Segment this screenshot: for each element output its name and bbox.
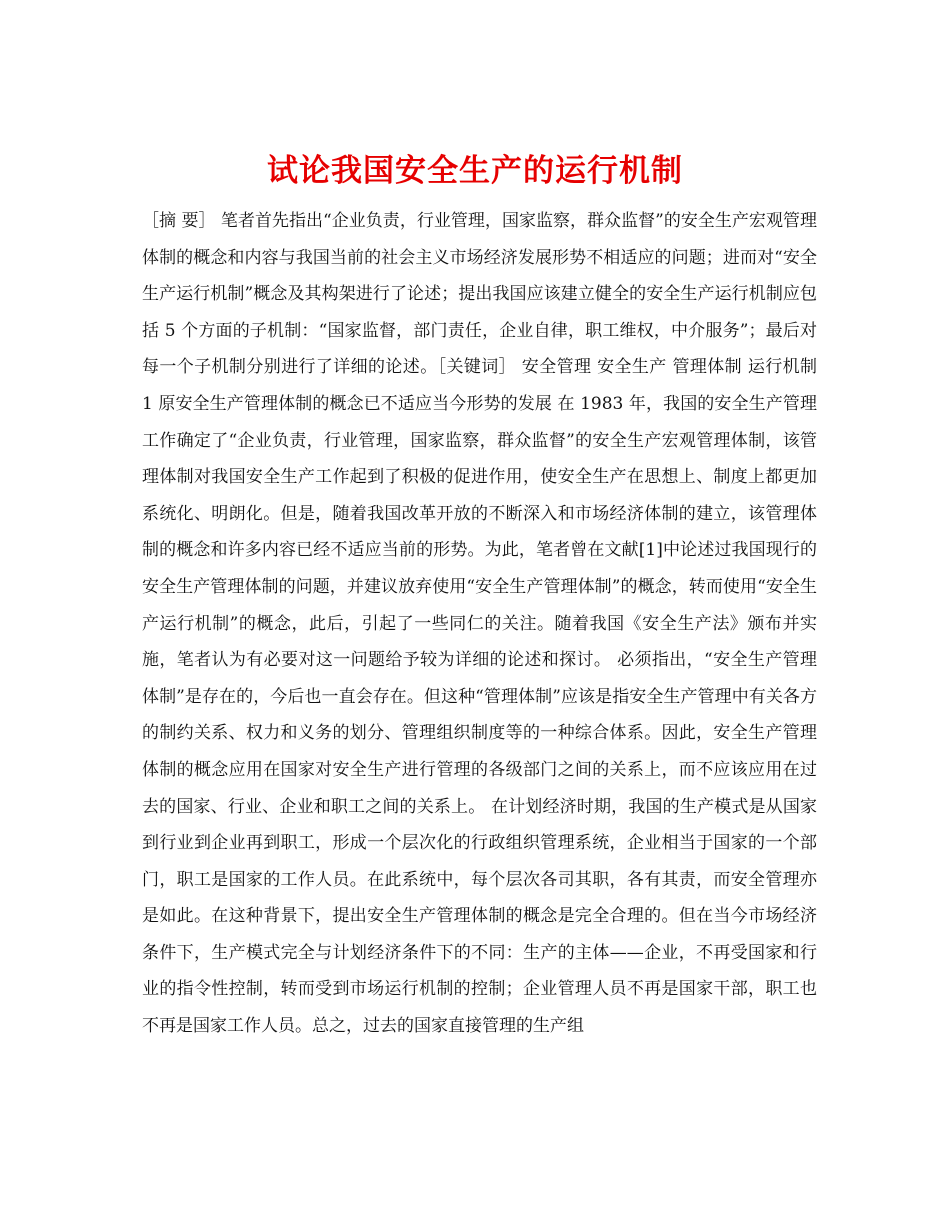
document-body: ［摘 要］ 笔者首先指出“企业负责，行业管理，国家监察，群众监督”的安全生产宏观管理体制的概念和内容与我国当前的社会主义市场经济发展形势不相适应的问题；进而对“安全生产运行机制”概念及其构架进行了论述；提出我国应该建立健全的安全生产运行机制应包括 5 个方面的子机制：“国家监督，部门责任，企业自律，职工维权，中介服务”；最后对每一个子机制分别进行了详细的论述。［关键词］ 安全管理 安全生产 管理体制 运行机制 1 原安全生产管理体制的概念已不适应当今形势的发展 在 1983 年，我国的安全生产管理工作确定了“企业负责，行业管理，国家监察，群众监督”的安全生产宏观管理体制，该管理体制对我国安全生产工作起到了积极的促进作用，使安全生产在思想上、制度上都更加系统化、明朗化。但是，随着我国改革开放的不断深入和市场经济体制的建立，该管理体制的概念和许多内容已经不适应当前的形势。为此，笔者曾在文献[1]中论述过我国现行的安全生产管理体制的问题，并建议放弃使用“安全生产管理体制”的概念，转而使用“安全生产运行机制”的概念，此后，引起了一些同仁的关注。随着我国《安全生产法》颁布并实施，笔者认为有必要对这一问题给予较为详细的论述和探讨。 必须指出，“安全生产管理体制”是存在的，今后也一直会存在。但这种“管理体制”应该是指安全生产管理中有关各方的制约关系、权力和义务的划分、管理组织制度等的一种综合体系。因此，安全生产管理体制的概念应用在国家对安全生产进行管理的各级部门之间的关系上，而不应该应用在过去的国家、行业、企业和职工之间的关系上。 在计划经济时期，我国的生产模式是从国家到行业到企业再到职工，形成一个层次化的行政组织管理系统，企业相当于国家的一个部门，职工是国家的工作人员。在此系统中，每个层次各司其职，各有其责，而安全管理亦是如此。在这种背景下，提出安全生产管理体制的概念是完全合理的。但在当今市场经济条件下，生产模式完全与计划经济条件下的不同：生产的主体——企业，不再受国家和行业的指令性控制，转而受到市场运行机制的控制；企业管理人员不再是国家干部，职工也不再是国家工作人员。总之，过去的国家直接管理的生产组 xyxy=(142,211,817,1037)
document-title: 试论我国安全生产的运行机制 xyxy=(267,152,683,189)
